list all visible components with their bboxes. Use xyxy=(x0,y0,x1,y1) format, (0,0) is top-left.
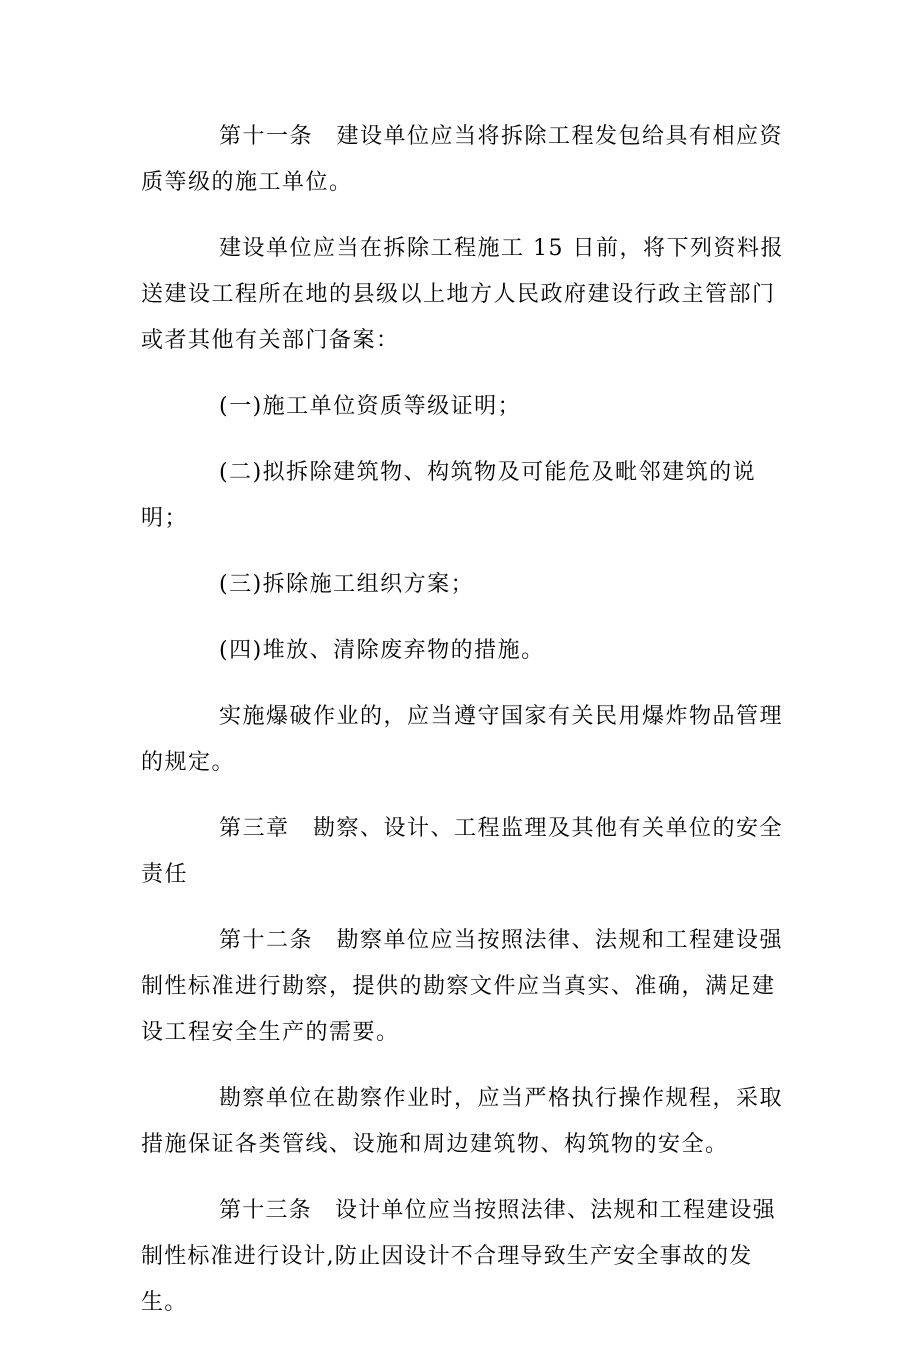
list-item-4: (四)堆放、清除废弃物的措施。 xyxy=(219,638,545,663)
paragraph-article-13: 第十三条 设计单位应当按照法律、法规和工程建设强制性标准进行设计,防止因设计不合理导致生产安全事故的发生。 xyxy=(141,1198,776,1315)
document-body xyxy=(141,114,791,1346)
list-item-3: (三)拆除施工组织方案； xyxy=(219,572,475,597)
list-item-2: (二)拟拆除建筑物、构筑物及可能危及毗邻建筑的说明； xyxy=(141,460,757,531)
paragraph-blasting: 实施爆破作业的，应当遵守国家有关民用爆炸物品管理的规定。 xyxy=(141,704,784,775)
list-item-1: (一)施工单位资质等级证明； xyxy=(219,394,522,419)
chapter-heading: 第三章 勘察、设计、工程监理及其他有关单位的安全责任 xyxy=(141,816,784,887)
paragraph-article-11: 第十一条 建设单位应当将拆除工程发包给具有相应资质等级的施工单位。 xyxy=(141,124,784,195)
paragraph-filing-requirement: 建设单位应当在拆除工程施工 15 日前，将下列资料报送建设工程所在地的县级以上地方人民政府建设行政主管部门或者其他有关部门备案： xyxy=(141,236,784,353)
paragraph-survey-operation: 勘察单位在勘察作业时，应当严格执行操作规程，采取措施保证各类管线、设施和周边建筑物、构筑物的安全。 xyxy=(141,1086,784,1157)
paragraph-article-12: 第十二条 勘察单位应当按照法律、法规和工程建设强制性标准进行勘察，提供的勘察文件应当真实、准确，满足建设工程安全生产的需要。 xyxy=(141,928,784,1045)
